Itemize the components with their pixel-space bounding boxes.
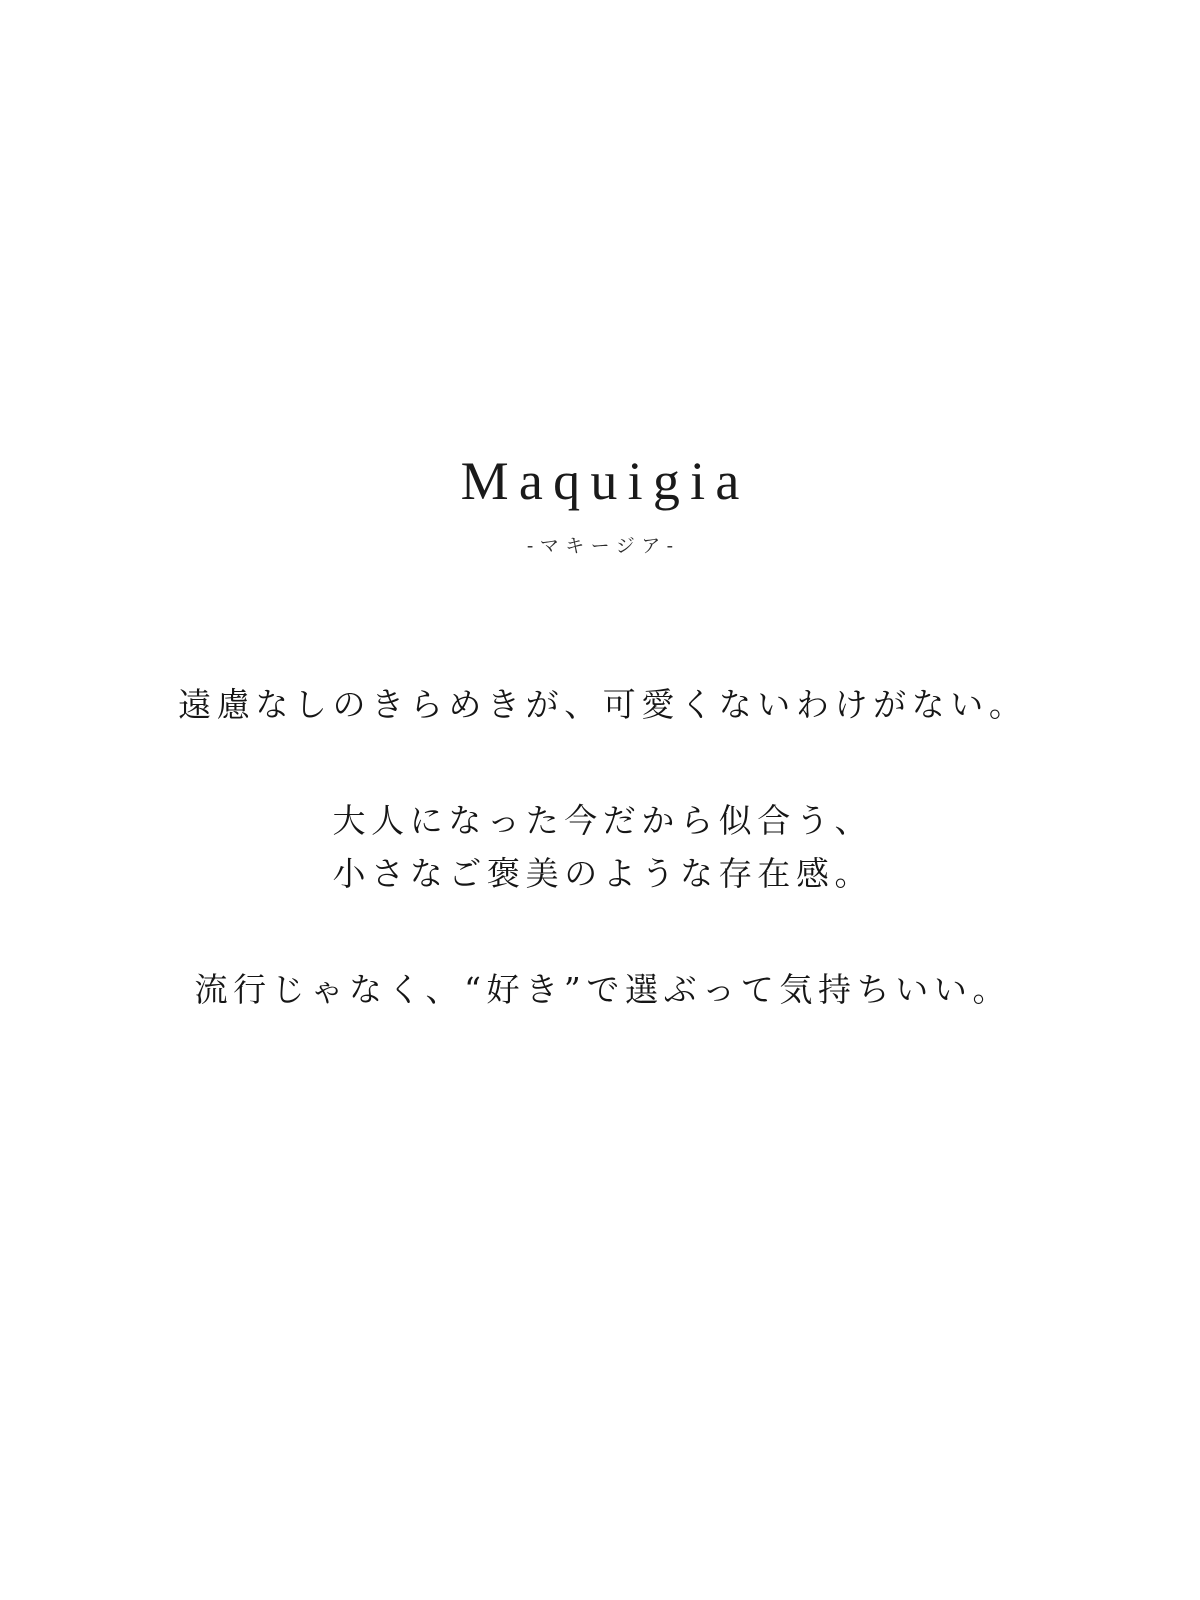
brand-block	[450, 452, 749, 558]
copy-line: 遠慮なしのきらめきが、可愛くないわけがない。	[178, 685, 1028, 725]
copy-paragraph-middle	[0, 794, 1200, 901]
copy-line: 流行じゃなく、“好き”で選ぶって気持ちいい。	[194, 969, 1012, 1009]
brand-name: Maquigia	[460, 451, 750, 511]
copy-paragraph-lead	[0, 678, 1200, 731]
copy-line: 小さなご褒美のような存在感。	[332, 854, 874, 894]
copy-block	[0, 678, 1200, 1016]
copy-paragraph-closing	[0, 963, 1200, 1016]
copy-line: 大人になった今だから似合う、	[332, 800, 874, 840]
brand-reading: -マキージア-	[526, 535, 680, 558]
